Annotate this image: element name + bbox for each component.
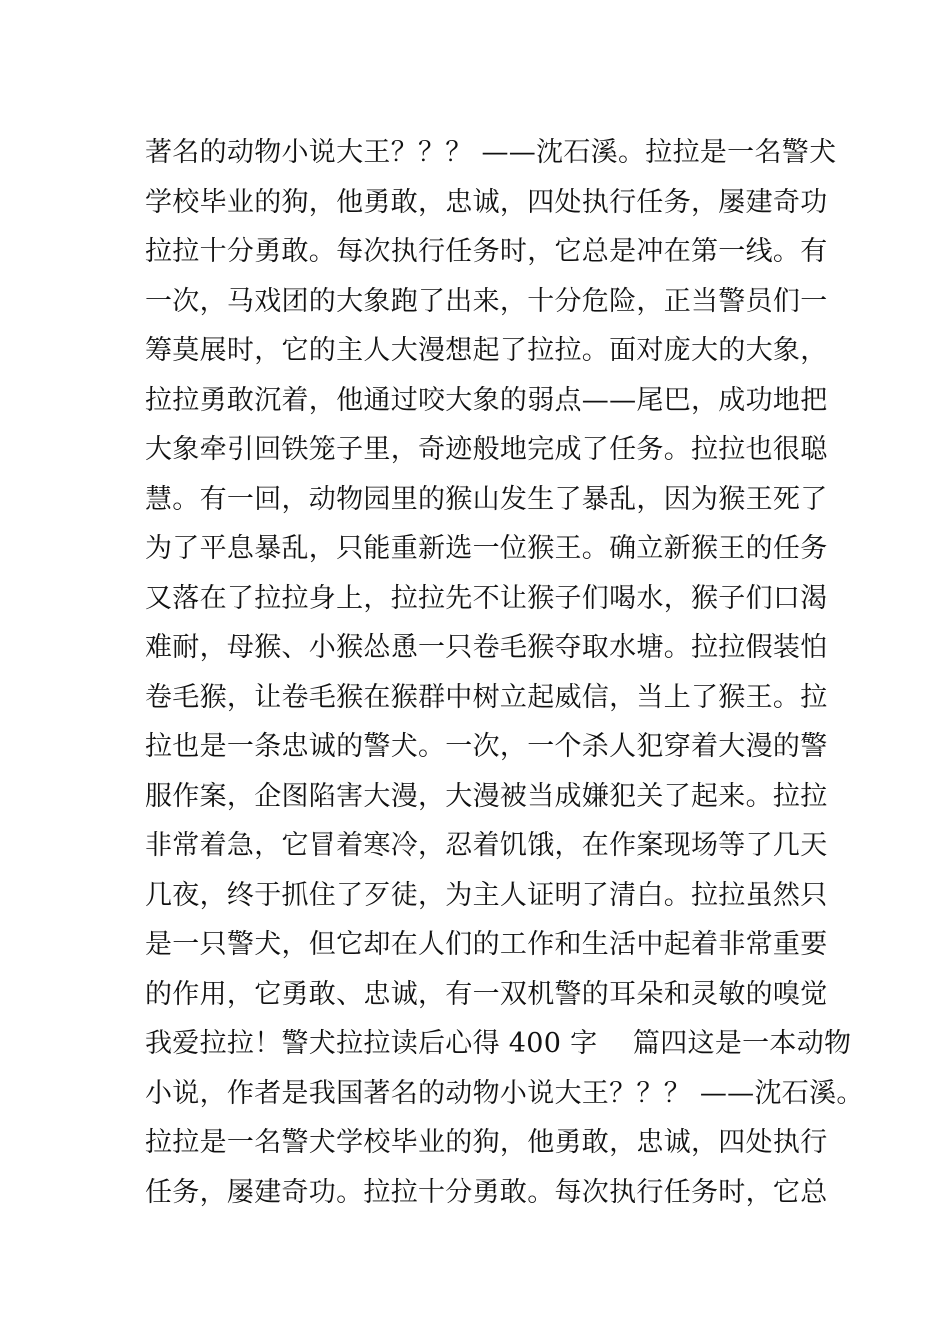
text-line: 是一只警犬，但它却在人们的工作和生活中起着非常重要 bbox=[145, 929, 828, 960]
text-line: 非常着急，它冒着寒冷，忍着饥饿，在作案现场等了几天 bbox=[145, 830, 828, 861]
text-line: 几夜，终于抓住了歹徒，为主人证明了清白。拉拉虽然只 bbox=[145, 879, 828, 911]
text-line: 服作案，企图陷害大漫，大漫被当成嫌犯关了起来。拉拉 bbox=[145, 780, 828, 812]
text-line: 为了平息暴乱，只能重新选一位猴王。确立新猴王的任务 bbox=[145, 533, 828, 564]
text-line: 任务，屡建奇功。拉拉十分勇敢。每次执行任务时，它总 bbox=[145, 1176, 828, 1208]
text-line: 我爱拉拉！警犬拉拉读后心得 400 字 篇四这是一本动物 bbox=[145, 1028, 852, 1059]
text-line: 小说，作者是我国著名的动物小说大王？？？ ——沈石溪。 bbox=[145, 1077, 864, 1109]
text-line: 卷毛猴，让卷毛猴在猴群中树立起威信，当上了猴王。拉 bbox=[145, 681, 828, 713]
text-line: 拉拉是一名警犬学校毕业的狗，他勇敢，忠诚，四处执行 bbox=[145, 1127, 828, 1158]
text-line: 拉也是一条忠诚的警犬。一次，一个杀人犯穿着大漫的警 bbox=[145, 731, 828, 762]
text-line: 又落在了拉拉身上，拉拉先不让猴子们喝水，猴子们口渴 bbox=[145, 582, 828, 614]
text-line: 拉拉勇敢沉着，他通过咬大象的弱点——尾巴，成功地把 bbox=[145, 384, 828, 416]
text-line: 一次，马戏团的大象跑了出来，十分危险，正当警员们一 bbox=[145, 285, 828, 317]
text-line: 筹莫展时，它的主人大漫想起了拉拉。面对庞大的大象， bbox=[145, 335, 828, 366]
text-line: 著名的动物小说大王？？？ ——沈石溪。拉拉是一名警犬 bbox=[145, 137, 837, 168]
text-line: 的作用，它勇敢、忠诚，有一双机警的耳朵和灵敏的嗅觉 bbox=[145, 978, 828, 1010]
text-line: 拉拉十分勇敢。每次执行任务时，它总是冲在第一线。有 bbox=[145, 236, 828, 267]
text-line: 慧。有一回，动物园里的猴山发生了暴乱，因为猴王死了 bbox=[145, 483, 828, 515]
text-line: 难耐，母猴、小猴怂恿一只卷毛猴夺取水塘。拉拉假装怕 bbox=[145, 632, 828, 663]
text-line: 大象牵引回铁笼子里，奇迹般地完成了任务。拉拉也很聪 bbox=[145, 434, 828, 465]
body-text bbox=[145, 128, 864, 1217]
text-line: 学校毕业的狗，他勇敢，忠诚，四处执行任务，屡建奇功 bbox=[145, 186, 828, 218]
